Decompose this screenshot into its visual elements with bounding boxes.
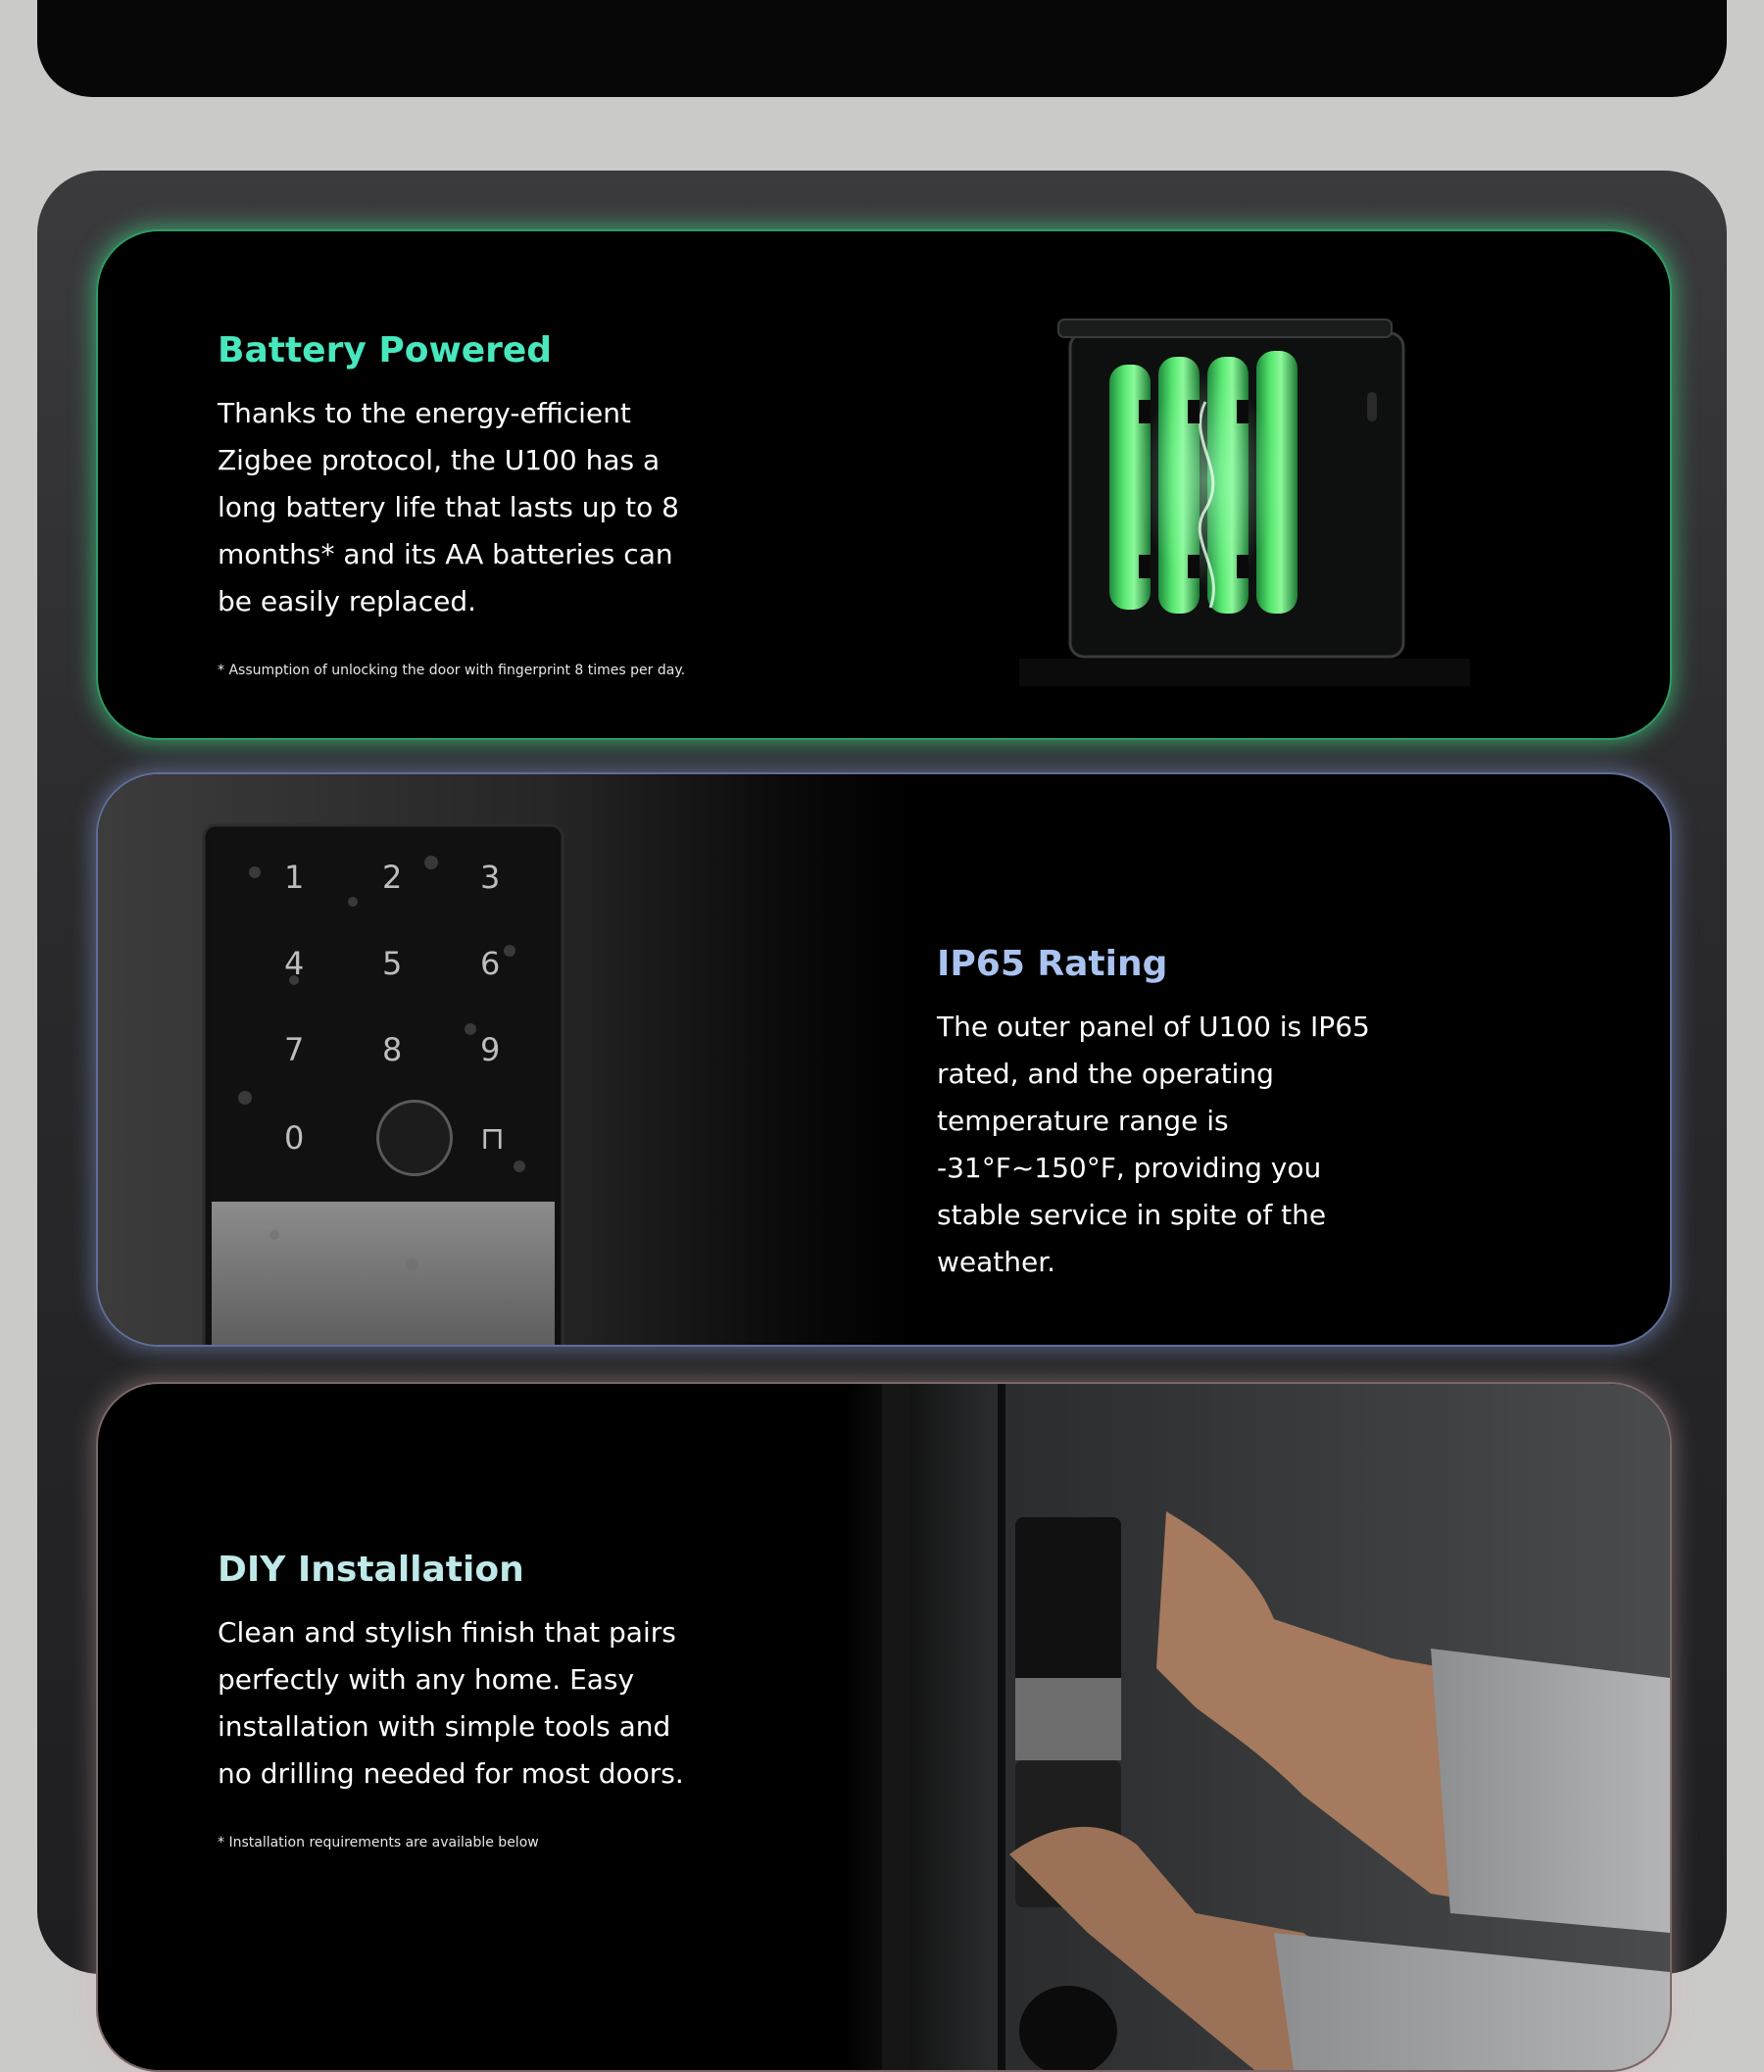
diy-description: Clean and stylish finish that pairs perfectly with any home. Easy installation with simple tools and no drilling needed for most doors. xyxy=(218,1616,684,1790)
diy-title: DIY Installation xyxy=(218,1550,524,1590)
ip65-feature-card xyxy=(96,772,1672,1347)
keypad-key[interactable]: 8 xyxy=(382,1031,403,1068)
keypad-key[interactable]: 5 xyxy=(382,945,403,982)
previous-feature-card xyxy=(37,0,1727,97)
installation-photo xyxy=(843,1384,1670,2070)
keypad-key[interactable]: 1 xyxy=(284,859,305,896)
diy-feature-card xyxy=(96,1382,1672,2072)
battery-title: Battery Powered xyxy=(218,330,553,370)
keypad-key[interactable]: 0 xyxy=(284,1119,305,1157)
fingerprint-icon xyxy=(376,1100,453,1176)
diy-text xyxy=(218,1551,688,1850)
keypad-key[interactable]: 7 xyxy=(284,1031,305,1068)
diy-footnote: * Installation requirements are available below xyxy=(218,1835,539,1850)
battery-description: Thanks to the energy-efficient Zigbee protocol, the U100 has a long battery life that lasts up to 8 months* and its AA batteries can be easily replaced. xyxy=(218,397,679,617)
battery-footnote: * Assumption of unlocking the door with fingerprint 8 times per day. xyxy=(218,663,686,678)
keypad-key[interactable]: 6 xyxy=(480,945,501,982)
keypad-key[interactable]: 2 xyxy=(382,859,403,896)
lock-icon: ⊓ xyxy=(480,1119,505,1157)
ip65-title: IP65 Rating xyxy=(937,944,1168,984)
battery-pack-image xyxy=(1019,294,1470,686)
battery-feature-card xyxy=(96,229,1672,740)
ip65-description: The outer panel of U100 is IP65 rated, and the operating temperature range is -31°F~150°F, providing you stable service in spite of the weather. xyxy=(937,1011,1370,1278)
features-panel xyxy=(37,171,1727,1974)
ip65-text xyxy=(937,945,1397,1286)
keypad-key[interactable]: 4 xyxy=(284,945,305,982)
ip65-keypad xyxy=(284,859,578,1157)
keypad-key[interactable]: 3 xyxy=(480,859,501,896)
keypad-key[interactable]: 9 xyxy=(480,1031,501,1068)
battery-text xyxy=(218,331,688,678)
